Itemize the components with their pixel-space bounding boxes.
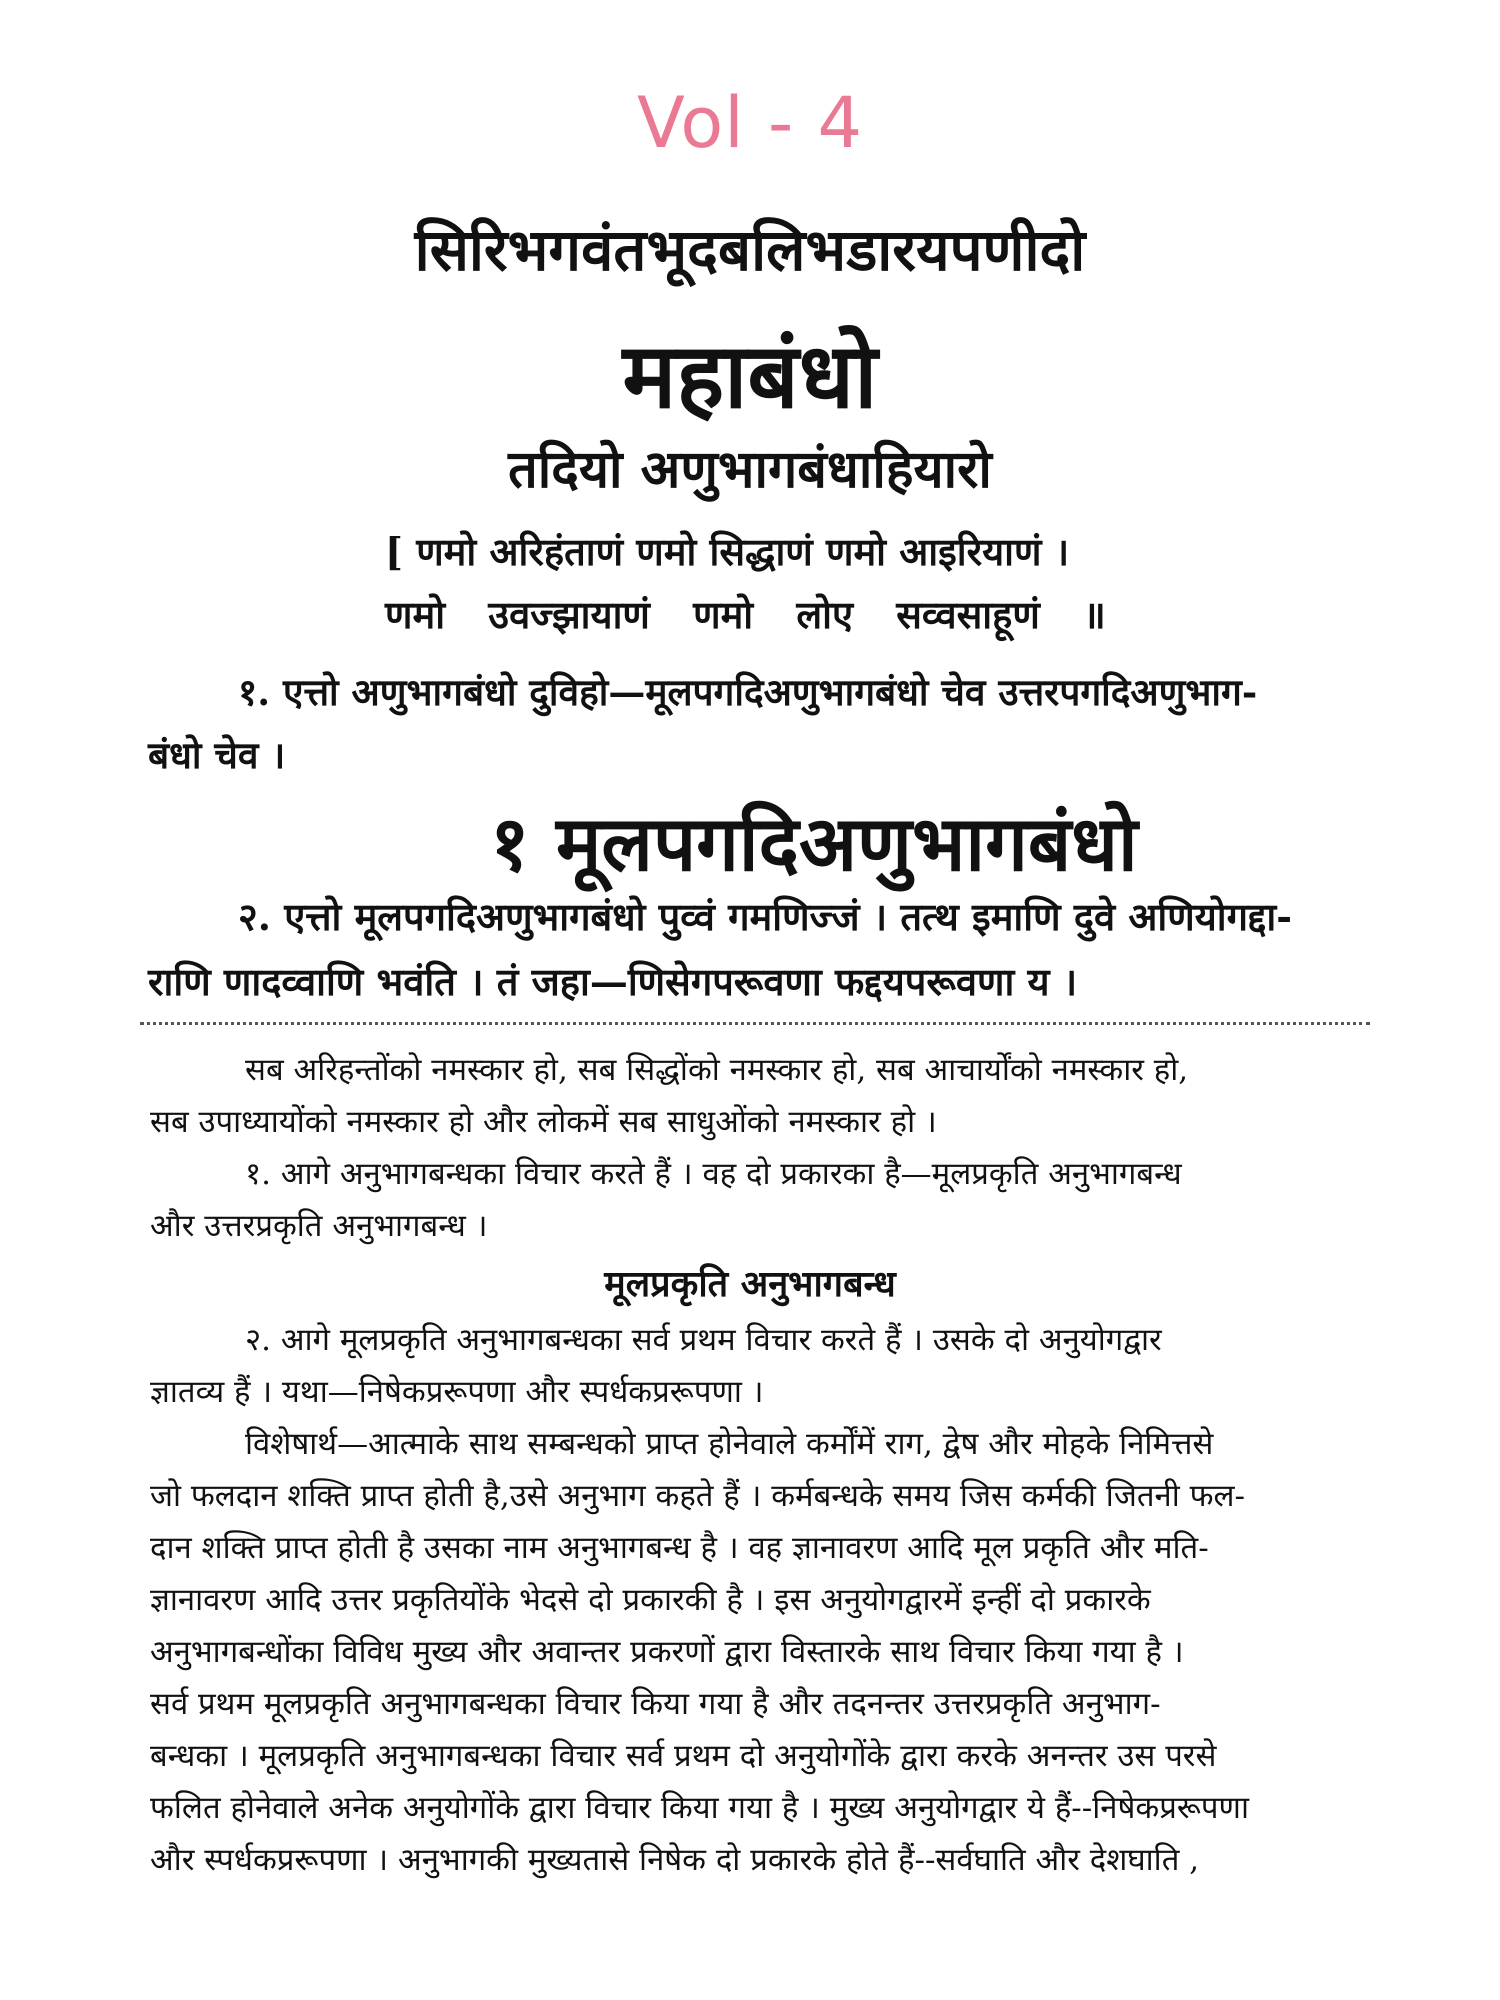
sutra-1-line-2: बंधो चेव । — [148, 733, 286, 777]
vishesharth-line-6: सर्व प्रथम मूलप्रकृति अनुभागबन्धका विचार किया गया है और तदनन्तर उत्तरप्रकृति अनुभाग- — [150, 1686, 1161, 1722]
invocation-line-1: [ णमो अरिहंताणं णमो सिद्धाणं णमो आइरियाणं । — [385, 529, 1070, 574]
vishesharth-line-3: दान शक्ति प्राप्त होती है उसका नाम अनुभागबन्ध है । वह ज्ञानावरण आदि मूल प्रकृति और मति- — [150, 1530, 1209, 1566]
section-divider — [140, 1022, 1370, 1025]
vishesharth-line-7: बन्धका । मूलप्रकृति अनुभागबन्धका विचार सर्व प्रथम दो अनुयोगोंके द्वारा करके अनन्तर उस परसे — [150, 1738, 1217, 1774]
sutra-2-line-2: राणि णादव्वाणि भवंति । तं जहा—णिसेगपरूवणा फद्दयपरूवणा य । — [148, 959, 1078, 1004]
vishesharth-line-1: विशेषार्थ—आत्माके साथ सम्बन्धको प्राप्त होनेवाले कर्मोंमें राग, द्वेष और मोहके निमित्तसे — [245, 1426, 1214, 1462]
vishesharth-line-2: जो फलदान शक्ति प्राप्त होती है,उसे अनुभाग कहते हैं । कर्मबन्धके समय जिस कर्मकी जितनी फल- — [150, 1478, 1245, 1514]
invocation-line-2: णमो उवज्झायाणं णमो लोए सव्वसाहूणं ॥ — [385, 592, 1106, 637]
vishesharth-line-8: फलित होनेवाले अनेक अनुयोगोंके द्वारा विचार किया गया है । मुख्य अनुयोगद्वार ये हैं--निषेकप्ररूपणा — [150, 1790, 1249, 1826]
section-heading: १ मूलपगदिअणुभागबंधो — [490, 799, 1138, 888]
translation-line-4: और उत्तरप्रकृति अनुभागबन्ध । — [150, 1208, 488, 1244]
vishesharth-line-4: ज्ञानावरण आदि उत्तर प्रकृतियोंके भेदसे दो प्रकारकी है । इस अनुयोगद्वारमें इन्हीं दो प्रकारके — [150, 1582, 1151, 1618]
sutra-2-line-1: २. एत्तो मूलपगदिअणुभागबंधो पुव्वं गमणिज्जं । तत्थ इमाणि दुवे अणियोगद्दा- — [238, 894, 1292, 939]
sutra-1-line-1: १. एत्तो अणुभागबंधो दुविहो—मूलपगदिअणुभागबंधो चेव उत्तरपगदिअणुभाग- — [238, 670, 1258, 714]
chapter-title: तदियो अणुभागबंधाहियारो — [508, 439, 992, 500]
translation-line-2: सब उपाध्यायोंको नमस्कार हो और लोकमें सब साधुओंको नमस्कार हो । — [150, 1104, 937, 1140]
translation-line-6: ज्ञातव्य हैं । यथा—निषेकप्ररूपणा और स्पर्धकप्ररूपणा । — [150, 1374, 764, 1410]
translation-heading: मूलप्रकृति अनुभागबन्ध — [604, 1263, 896, 1305]
volume-label: Vol - 4 — [636, 82, 864, 164]
translation-line-1: सब अरिहन्तोंको नमस्कार हो, सब सिद्धोंको नमस्कार हो, सब आचार्योंको नमस्कार हो, — [245, 1052, 1189, 1088]
vishesharth-line-5: अनुभागबन्धोंका विविध मुख्य और अवान्तर प्रकरणों द्वारा विस्तारके साथ विचार किया गया है । — [150, 1634, 1184, 1670]
vishesharth-line-9: और स्पर्धकप्ररूपणा । अनुभागकी मुख्यतासे निषेक दो प्रकारके होते हैं--सर्वघाति और देशघाति , — [150, 1842, 1200, 1878]
author-attribution: सिरिभगवंतभूदबलिभडारयपणीदो — [414, 216, 1086, 284]
translation-line-5: २. आगे मूलप्रकृति अनुभागबन्धका सर्व प्रथम विचार करते हैं । उसके दो अनुयोगद्वार — [245, 1322, 1162, 1358]
translation-line-3: १. आगे अनुभागबन्धका विचार करते हैं । वह दो प्रकारका है—मूलप्रकृति अनुभागबन्ध — [245, 1156, 1182, 1192]
book-title: महाबंधो — [622, 323, 878, 429]
